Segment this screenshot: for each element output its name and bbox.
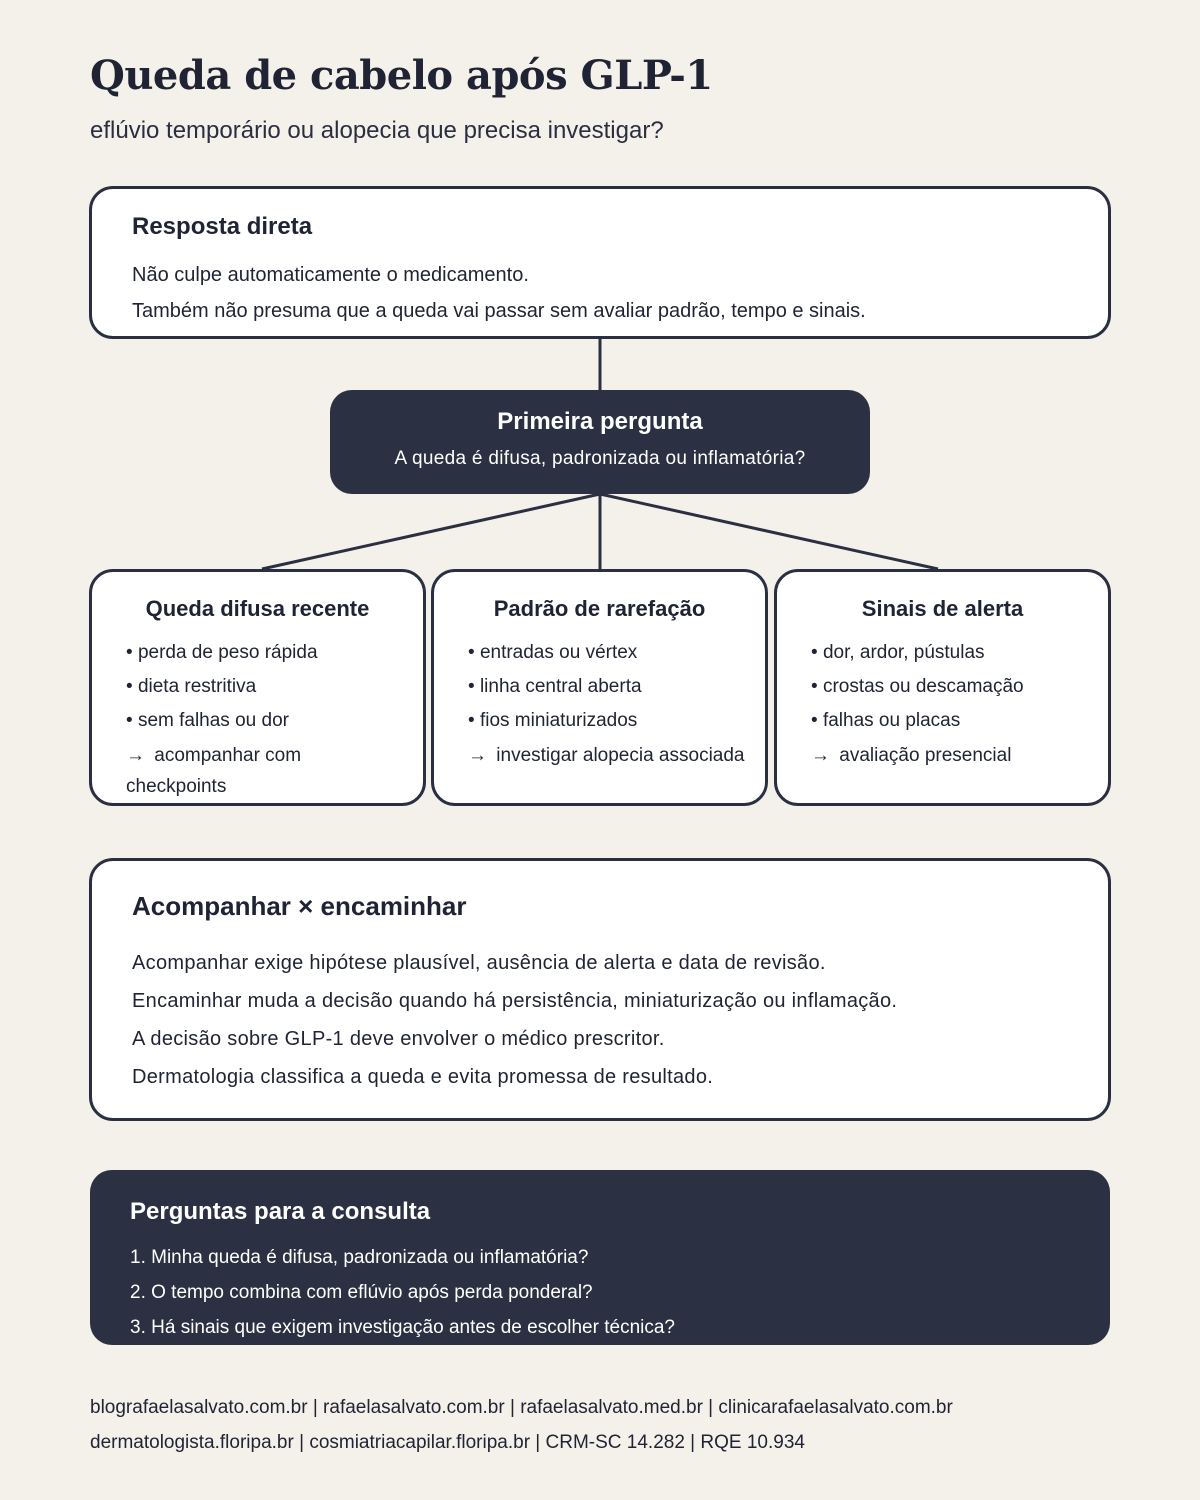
branch-title: Queda difusa recente [145,596,370,621]
direct-answer-line: Também não presuma que a queda vai passar sem avaliar padrão, tempo e sinais. [132,300,866,322]
follow-vs-refer-line: Dermatologia classifica a queda e evita promessa de resultado. [132,1066,714,1088]
page-title: Queda de cabelo após GLP-1 [90,52,713,99]
connector-question-to-diffuse [262,494,600,569]
consult-question-item: 1. Minha queda é difusa, padronizada ou inflamatória? [130,1247,589,1268]
branch-action: → avaliação presencial [811,745,1012,766]
follow-vs-refer-line: Encaminhar muda a decisão quando há persistência, miniaturização ou inflamação. [132,990,898,1012]
bullet-icon: • [811,642,818,663]
footer-links: blografaelasalvato.com.br | rafaelasalvato.com.br | rafaelasalvato.med.br | clinicarafaelasalvato.com.br [90,1397,953,1418]
connector-question-to-alert [600,494,938,569]
bullet-icon: • [126,642,133,663]
bullet-icon: • [126,676,133,697]
branch-item: • dor, ardor, pústulas [811,642,985,663]
branch-list [434,636,765,738]
branch-item: • crostas ou descamação [811,676,1024,697]
direct-answer-card [89,186,1111,339]
first-question-node [330,390,870,494]
bullet-icon: • [811,676,818,697]
branch-diffuse-card [89,569,426,806]
first-question-text: A queda é difusa, padronizada ou inflamatória? [394,448,806,469]
arrow-right-icon: → [811,745,830,766]
branch-item: • falhas ou placas [811,710,961,731]
footer [90,1390,953,1460]
bullet-icon: • [468,710,475,731]
branch-item: • dieta restritiva [126,676,257,697]
arrow-right-icon: → [126,745,145,766]
branch-alert-card [774,569,1111,806]
first-question-title: Primeira pergunta [497,408,703,435]
branch-item: • sem falhas ou dor [126,710,289,731]
bullet-icon: • [468,642,475,663]
follow-vs-refer-card [89,858,1111,1121]
branch-title: Sinais de alerta [861,596,1024,621]
branch-title: Padrão de rarefação [493,596,706,621]
bullet-icon: • [811,710,818,731]
branch-pattern-card [431,569,768,806]
consult-question-item: 3. Há sinais que exigem investigação antes de escolher técnica? [130,1317,675,1338]
branch-item: • linha central aberta [468,676,642,697]
branch-item: • fios miniaturizados [468,710,638,731]
branch-item: • perda de peso rápida [126,642,318,663]
follow-vs-refer-line: A decisão sobre GLP-1 deve envolver o médico prescritor. [132,1028,665,1050]
follow-vs-refer-title: Acompanhar × encaminhar [132,891,467,921]
bullet-icon: • [468,676,475,697]
arrow-right-icon: → [468,745,487,766]
direct-answer-line: Não culpe automaticamente o medicamento. [132,264,529,286]
bullet-icon: • [126,710,133,731]
consult-questions-title: Perguntas para a consulta [130,1198,431,1225]
branch-item: • entradas ou vértex [468,642,638,663]
consult-questions-panel [90,1170,1110,1345]
branch-list [92,636,423,738]
follow-vs-refer-line: Acompanhar exige hipótese plausível, ausência de alerta e data de revisão. [132,952,826,974]
footer-credentials: dermatologista.floripa.br | cosmiatriacapilar.floripa.br | CRM-SC 14.282 | RQE 10.934 [90,1432,805,1453]
branch-list [777,636,1108,738]
branch-action: → acompanhar com checkpoints [126,745,302,797]
branch-action: → investigar alopecia associada [468,745,745,766]
direct-answer-title: Resposta direta [132,213,313,240]
page-subtitle: eflúvio temporário ou alopecia que precisa investigar? [90,117,664,144]
consult-question-item: 2. O tempo combina com eflúvio após perda ponderal? [130,1282,593,1303]
